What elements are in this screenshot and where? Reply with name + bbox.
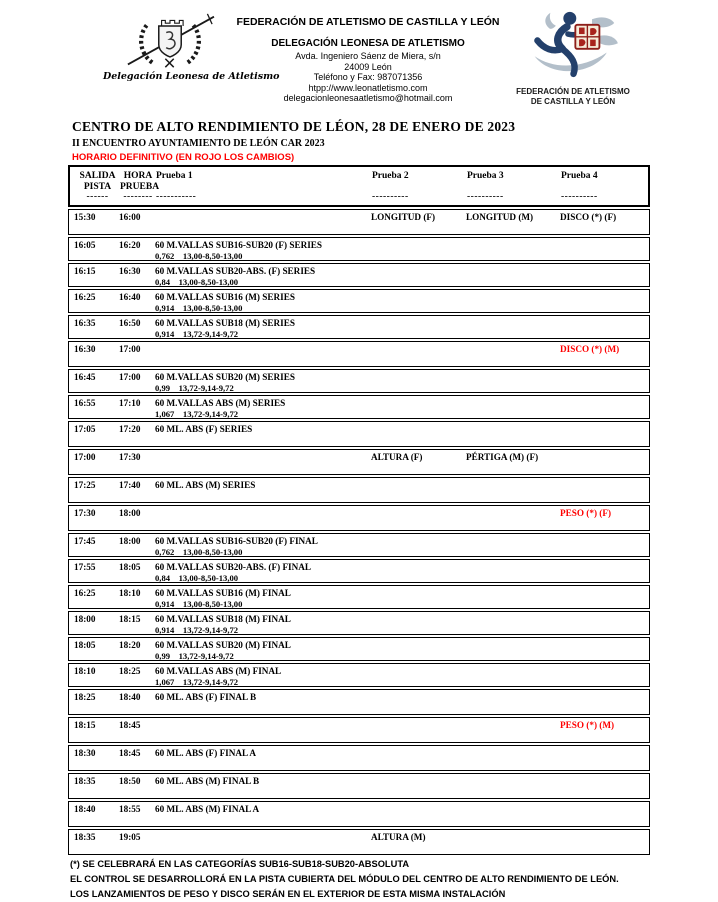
event-name: 60 M.VALLAS SUB20 (M) SERIES bbox=[155, 372, 295, 382]
hurdle-spec: 1,067 13,72-9,14-9,72 bbox=[155, 677, 239, 687]
salida-time-cell: 16:35 bbox=[74, 318, 96, 328]
event-name: 60 M.VALLAS SUB20 (M) FINAL bbox=[155, 640, 291, 650]
prueba2-cell bbox=[371, 240, 466, 261]
event-name: 60 M.VALLAS SUB18 (M) SERIES bbox=[155, 318, 295, 328]
event-name: 60 M.VALLAS SUB16-SUB20 (F) SERIES bbox=[155, 240, 323, 250]
hora-time-cell: 16:20 bbox=[119, 240, 141, 250]
prueba4-cell bbox=[560, 536, 649, 557]
salida-time-cell: 18:30 bbox=[74, 748, 96, 758]
prueba4-cell: DISCO (*) (F) bbox=[560, 212, 617, 222]
prueba3-cell bbox=[466, 748, 560, 770]
schedule-row bbox=[68, 369, 650, 393]
prueba4-cell: DISCO (*) (M) bbox=[560, 344, 620, 354]
schedule-row bbox=[68, 585, 650, 609]
schedule-row bbox=[68, 263, 650, 287]
event-name: 60 M.VALLAS ABS (M) FINAL bbox=[155, 666, 282, 676]
salida-time-cell: 18:00 bbox=[74, 614, 96, 624]
prueba2-cell: ALTURA (F) bbox=[371, 452, 423, 462]
schedule-row bbox=[68, 745, 650, 771]
prueba4-cell bbox=[560, 398, 649, 419]
salida-time-cell: 18:35 bbox=[74, 832, 96, 842]
hora-time-cell: 18:15 bbox=[119, 614, 141, 624]
table-body bbox=[68, 209, 650, 855]
event-name: 60 ML. ABS (F) FINAL A bbox=[155, 748, 257, 758]
prueba2-cell bbox=[371, 508, 466, 530]
prueba2-cell bbox=[371, 640, 466, 661]
prueba1-cell bbox=[155, 424, 371, 446]
prueba4-cell bbox=[560, 424, 649, 446]
salida-time-cell: 18:10 bbox=[74, 666, 96, 676]
hora-time-cell: 16:30 bbox=[119, 266, 141, 276]
column-header-underline: -------- bbox=[123, 192, 153, 202]
salida-time-cell: 16:25 bbox=[74, 292, 96, 302]
runner-shield-icon bbox=[526, 10, 621, 84]
column-header-label: Prueba 4 bbox=[561, 171, 598, 181]
salida-time-cell: 16:30 bbox=[74, 344, 96, 354]
prueba3-cell bbox=[466, 562, 560, 583]
prueba3-cell bbox=[466, 720, 560, 742]
hurdle-spec: 0,762 13,00-8,50-13,00 bbox=[155, 251, 243, 261]
schedule-row bbox=[68, 395, 650, 419]
hora-time-cell: 18:10 bbox=[119, 588, 141, 598]
event-name: 60 M.VALLAS SUB16 (M) FINAL bbox=[155, 588, 291, 598]
column-header-underline: ---------- bbox=[467, 192, 504, 202]
prueba1-cell bbox=[155, 480, 371, 502]
prueba2-cell bbox=[371, 424, 466, 446]
column-header-underline: ---------- bbox=[561, 192, 598, 202]
prueba3-cell bbox=[466, 640, 560, 661]
document-heading bbox=[72, 119, 652, 163]
event-name: 60 M.VALLAS SUB20-ABS. (F) SERIES bbox=[155, 266, 316, 276]
salida-time-cell: 17:25 bbox=[74, 480, 96, 490]
salida-time-cell: 17:45 bbox=[74, 536, 96, 546]
prueba2-cell bbox=[371, 480, 466, 502]
prueba4-cell bbox=[560, 640, 649, 661]
salida-time-cell: 17:55 bbox=[74, 562, 96, 572]
prueba3-cell bbox=[466, 266, 560, 287]
schedule-row bbox=[68, 801, 650, 827]
hora-time-cell: 18:40 bbox=[119, 692, 141, 702]
hora-time-cell: 18:50 bbox=[119, 776, 141, 786]
prueba3-cell bbox=[466, 318, 560, 339]
hora-time-cell: 18:45 bbox=[119, 748, 141, 758]
schedule-row bbox=[68, 559, 650, 583]
prueba3-cell bbox=[466, 508, 560, 530]
prueba4-cell bbox=[560, 266, 649, 287]
footer-note-line: EL CONTROL SE DESARROLLORÁ EN LA PISTA CUBIERTA DEL MÓDULO DEL CENTRO DE ALTO RENDIMIENTO DE LEÓN. bbox=[70, 874, 619, 884]
hora-time-cell: 18:00 bbox=[119, 508, 141, 518]
prueba3-cell bbox=[466, 424, 560, 446]
salida-time-cell: 18:05 bbox=[74, 640, 96, 650]
hurdle-spec: 0,84 13,00-8,50-13,00 bbox=[155, 573, 239, 583]
hora-time-cell: 18:55 bbox=[119, 804, 141, 814]
event-name: 60 M.VALLAS SUB20-ABS. (F) FINAL bbox=[155, 562, 312, 572]
prueba1-cell bbox=[155, 240, 371, 261]
schedule-row bbox=[68, 637, 650, 661]
prueba2-cell: ALTURA (M) bbox=[371, 832, 426, 842]
right-logo-caption-line: FEDERACIÓN DE ATLETISMO bbox=[516, 87, 630, 96]
schedule-notice: HORARIO DEFINITIVO (EN ROJO LOS CAMBIOS) bbox=[72, 152, 295, 163]
event-name: 60 ML. ABS (F) SERIES bbox=[155, 424, 253, 434]
column-header-label: Prueba 2 bbox=[372, 171, 409, 181]
column-header bbox=[372, 171, 467, 203]
event-name: 60 ML. ABS (M) FINAL A bbox=[155, 804, 260, 814]
prueba2-cell bbox=[371, 372, 466, 393]
prueba4-cell: PESO (*) (F) bbox=[560, 508, 612, 518]
prueba4-cell bbox=[560, 292, 649, 313]
hora-time-cell: 16:40 bbox=[119, 292, 141, 302]
prueba1-cell bbox=[155, 398, 371, 419]
prueba2-cell bbox=[371, 318, 466, 339]
delegacion-leonesa-logo bbox=[103, 12, 280, 82]
salida-time-cell: 16:05 bbox=[74, 240, 96, 250]
hora-time-cell: 18:45 bbox=[119, 720, 141, 730]
prueba1-cell bbox=[155, 372, 371, 393]
prueba1-cell bbox=[155, 748, 371, 770]
hora-time-cell: 17:20 bbox=[119, 424, 141, 434]
prueba3-cell bbox=[466, 398, 560, 419]
prueba4-cell bbox=[560, 372, 649, 393]
prueba2-cell bbox=[371, 614, 466, 635]
salida-time-cell: 16:55 bbox=[74, 398, 96, 408]
hora-time-cell: 17:00 bbox=[119, 344, 141, 354]
column-header-label: SALIDA bbox=[79, 171, 116, 181]
address-block bbox=[220, 51, 516, 104]
hora-time-cell: 17:30 bbox=[119, 452, 141, 462]
event-name: 60 M.VALLAS SUB16-SUB20 (F) FINAL bbox=[155, 536, 318, 546]
prueba4-cell bbox=[560, 240, 649, 261]
prueba1-cell bbox=[155, 588, 371, 609]
left-logo-caption: Delegación Leonesa de Atletismo bbox=[103, 71, 280, 82]
hurdle-spec: 0,762 13,00-8,50-13,00 bbox=[155, 547, 243, 557]
schedule-row bbox=[68, 611, 650, 635]
schedule-row bbox=[68, 773, 650, 799]
prueba2-cell bbox=[371, 692, 466, 714]
hurdle-spec: 0,914 13,00-8,50-13,00 bbox=[155, 599, 243, 609]
prueba1-cell bbox=[155, 692, 371, 714]
hora-time-cell: 18:25 bbox=[119, 666, 141, 676]
page-title: CENTRO DE ALTO RENDIMIENTO DE LÉON, 28 DE ENERO DE 2023 bbox=[72, 119, 516, 134]
schedule-row bbox=[68, 505, 650, 531]
prueba3-cell bbox=[466, 240, 560, 261]
column-header bbox=[156, 171, 372, 203]
prueba1-cell bbox=[155, 776, 371, 798]
salida-time-cell: 18:25 bbox=[74, 692, 96, 702]
schedule-row bbox=[68, 315, 650, 339]
column-header-underline: ---------- bbox=[372, 192, 409, 202]
prueba2-cell bbox=[371, 748, 466, 770]
schedule-row bbox=[68, 421, 650, 447]
schedule-row bbox=[68, 237, 650, 261]
hora-time-cell: 17:40 bbox=[119, 480, 141, 490]
prueba3-cell bbox=[466, 832, 560, 854]
prueba1-cell bbox=[155, 212, 371, 234]
column-header bbox=[467, 171, 561, 203]
salida-time-cell: 16:15 bbox=[74, 266, 96, 276]
footer-note-line: LOS LANZAMIENTOS DE PESO Y DISCO SERÁN EN EL EXTERIOR DE ESTA MISMA INSTALACIÓN bbox=[70, 889, 506, 899]
prueba1-cell bbox=[155, 452, 371, 474]
schedule-row bbox=[68, 663, 650, 687]
schedule-row bbox=[68, 717, 650, 743]
schedule-row bbox=[68, 341, 650, 367]
schedule-row bbox=[68, 289, 650, 313]
prueba2-cell bbox=[371, 666, 466, 687]
column-header-label: PRUEBA bbox=[120, 181, 160, 192]
column-header-label: HORA bbox=[123, 171, 153, 181]
prueba4-cell bbox=[560, 666, 649, 687]
prueba3-cell bbox=[466, 480, 560, 502]
prueba2-cell bbox=[371, 804, 466, 826]
right-logo-caption bbox=[512, 87, 634, 106]
hurdle-spec: 0,914 13,00-8,50-13,00 bbox=[155, 303, 243, 313]
address-line: delegacionleonesaatletismo@hotmail.com bbox=[283, 93, 453, 103]
prueba2-cell: LONGITUD (F) bbox=[371, 212, 436, 222]
prueba4-cell bbox=[560, 804, 649, 826]
salida-time-cell: 15:30 bbox=[74, 212, 96, 222]
salida-time-cell: 16:45 bbox=[74, 372, 96, 382]
prueba2-cell bbox=[371, 588, 466, 609]
salida-time-cell: 18:35 bbox=[74, 776, 96, 786]
hurdle-spec: 0,914 13,72-9,14-9,72 bbox=[155, 329, 239, 339]
prueba3-cell bbox=[466, 776, 560, 798]
prueba2-cell bbox=[371, 536, 466, 557]
prueba3-cell bbox=[466, 614, 560, 635]
prueba1-cell bbox=[155, 614, 371, 635]
prueba2-cell bbox=[371, 562, 466, 583]
address-line: htpp://www.leonatletismo.com bbox=[308, 82, 428, 93]
prueba3-cell bbox=[466, 588, 560, 609]
hurdle-spec: 1,067 13,72-9,14-9,72 bbox=[155, 409, 239, 419]
prueba2-cell bbox=[371, 266, 466, 287]
schedule-row bbox=[68, 533, 650, 557]
salida-time-cell: 17:05 bbox=[74, 424, 96, 434]
hora-time-cell: 17:10 bbox=[119, 398, 141, 408]
prueba1-cell bbox=[155, 666, 371, 687]
hurdle-spec: 0,84 13,00-8,50-13,00 bbox=[155, 277, 239, 287]
event-name: 60 ML. ABS (M) FINAL B bbox=[155, 776, 260, 786]
column-header bbox=[561, 171, 648, 203]
prueba4-cell bbox=[560, 748, 649, 770]
hurdle-spec: 0,99 13,72-9,14-9,72 bbox=[155, 383, 234, 393]
schedule-row bbox=[68, 449, 650, 475]
prueba4-cell bbox=[560, 562, 649, 583]
prueba4-cell bbox=[560, 692, 649, 714]
delegation-title: DELEGACIÓN LEONESA DE ATLETISMO bbox=[271, 38, 465, 49]
event-name: 60 ML. ABS (F) FINAL B bbox=[155, 692, 257, 702]
prueba4-cell bbox=[560, 614, 649, 635]
prueba2-cell bbox=[371, 398, 466, 419]
prueba1-cell bbox=[155, 318, 371, 339]
column-header-label: Prueba 1 bbox=[156, 171, 193, 181]
prueba1-cell bbox=[155, 508, 371, 530]
schedule-row bbox=[68, 689, 650, 715]
hora-time-cell: 17:00 bbox=[119, 372, 141, 382]
prueba1-cell bbox=[155, 832, 371, 854]
crest-icon bbox=[118, 12, 222, 70]
letterhead-center bbox=[220, 16, 516, 104]
event-name: 60 M.VALLAS ABS (M) SERIES bbox=[155, 398, 286, 408]
prueba4-cell bbox=[560, 452, 649, 474]
schedule-table bbox=[68, 165, 650, 855]
prueba3-cell bbox=[466, 372, 560, 393]
hora-time-cell: 19:05 bbox=[119, 832, 141, 842]
salida-time-cell: 18:15 bbox=[74, 720, 96, 730]
hurdle-spec: 0,99 13,72-9,14-9,72 bbox=[155, 651, 234, 661]
prueba1-cell bbox=[155, 266, 371, 287]
hora-time-cell: 18:20 bbox=[119, 640, 141, 650]
prueba4-cell bbox=[560, 480, 649, 502]
address-line: 24009 León bbox=[344, 61, 392, 72]
prueba3-cell bbox=[466, 692, 560, 714]
schedule-row bbox=[68, 477, 650, 503]
salida-time-cell: 16:25 bbox=[74, 588, 96, 598]
column-header-underline: ------ bbox=[86, 192, 109, 202]
prueba4-cell bbox=[560, 318, 649, 339]
schedule-row bbox=[68, 829, 650, 855]
prueba2-cell bbox=[371, 344, 466, 366]
prueba3-cell bbox=[466, 536, 560, 557]
hora-time-cell: 18:00 bbox=[119, 536, 141, 546]
table-header-row bbox=[68, 165, 650, 207]
hora-time-cell: 18:05 bbox=[119, 562, 141, 572]
prueba4-cell bbox=[560, 588, 649, 609]
hora-time-cell: 16:50 bbox=[119, 318, 141, 328]
page-subtitle: II ENCUENTRO AYUNTAMIENTO DE LEÓN CAR 2023 bbox=[72, 138, 325, 149]
prueba1-cell bbox=[155, 344, 371, 366]
column-header-underline: ----------- bbox=[156, 192, 197, 202]
event-name: 60 ML. ABS (M) SERIES bbox=[155, 480, 256, 490]
prueba2-cell bbox=[371, 720, 466, 742]
column-header-label: PISTA bbox=[83, 181, 112, 192]
address-line: Avda. Ingeniero Sáenz de Miera, s/n bbox=[295, 51, 441, 61]
prueba1-cell bbox=[155, 804, 371, 826]
prueba1-cell bbox=[155, 292, 371, 313]
hurdle-spec: 0,914 13,72-9,14-9,72 bbox=[155, 625, 239, 635]
event-name: 60 M.VALLAS SUB16 (M) SERIES bbox=[155, 292, 295, 302]
column-header-label: Prueba 3 bbox=[467, 171, 504, 181]
salida-time-cell: 17:30 bbox=[74, 508, 96, 518]
facyl-logo bbox=[512, 10, 634, 106]
column-header bbox=[120, 171, 160, 203]
prueba1-cell bbox=[155, 562, 371, 583]
schedule-row bbox=[68, 209, 650, 235]
right-logo-caption-line: DE CASTILLA Y LEÓN bbox=[530, 96, 616, 106]
event-name: 60 M.VALLAS SUB18 (M) FINAL bbox=[155, 614, 291, 624]
prueba3-cell bbox=[466, 804, 560, 826]
footer-notes bbox=[70, 857, 680, 902]
prueba1-cell bbox=[155, 640, 371, 661]
prueba4-cell: PESO (*) (M) bbox=[560, 720, 615, 730]
prueba3-cell bbox=[466, 344, 560, 366]
salida-time-cell: 17:00 bbox=[74, 452, 96, 462]
hora-time-cell: 16:00 bbox=[119, 212, 141, 222]
column-header bbox=[75, 171, 120, 203]
prueba3-cell bbox=[466, 666, 560, 687]
prueba3-cell bbox=[466, 292, 560, 313]
footer-note-line: (*) SE CELEBRARÁ EN LAS CATEGORÍAS SUB16-SUB18-SUB20-ABSOLUTA bbox=[70, 859, 410, 869]
salida-time-cell: 18:40 bbox=[74, 804, 96, 814]
prueba2-cell bbox=[371, 292, 466, 313]
prueba4-cell bbox=[560, 776, 649, 798]
prueba2-cell bbox=[371, 776, 466, 798]
address-line: Teléfono y Fax: 987071356 bbox=[313, 72, 423, 82]
prueba1-cell bbox=[155, 720, 371, 742]
prueba1-cell bbox=[155, 536, 371, 557]
prueba3-cell: LONGITUD (M) bbox=[466, 212, 534, 222]
prueba4-cell bbox=[560, 832, 649, 854]
prueba3-cell: PÉRTIGA (M) (F) bbox=[466, 452, 539, 462]
org-title: FEDERACIÓN DE ATLETISMO DE CASTILLA Y LEÓN bbox=[236, 16, 500, 28]
